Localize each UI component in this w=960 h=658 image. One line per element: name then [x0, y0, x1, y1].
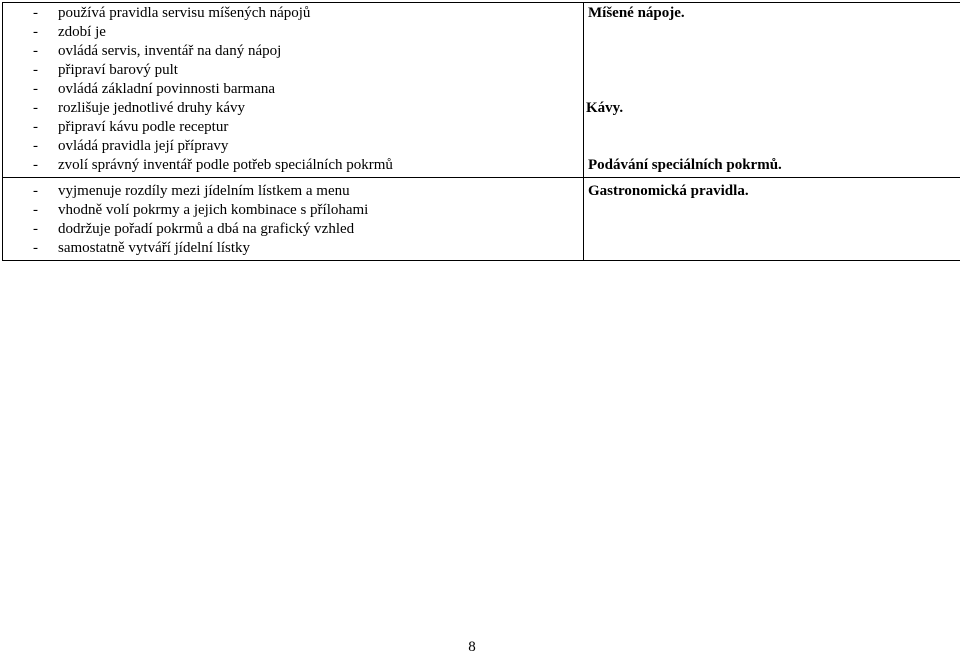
topic-heading: Gastronomická pravidla. [588, 183, 749, 199]
bullet-dash: - [33, 24, 38, 40]
bullet-dash: - [33, 221, 38, 237]
list-item [3, 23, 583, 42]
outcome-text: ovládá základní povinnosti barmana [58, 81, 276, 97]
list-item [3, 182, 583, 201]
curriculum-table [2, 2, 960, 261]
list-item [3, 99, 583, 118]
list-item [3, 156, 583, 175]
bullet-dash: - [33, 43, 38, 59]
bullet-dash: - [33, 100, 38, 116]
outcome-text: ovládá pravidla její přípravy [58, 138, 229, 154]
outcome-text: vhodně volí pokrmy a jejich kombinace s přílohami [58, 202, 369, 218]
bullet-dash: - [33, 183, 38, 199]
list-item [3, 220, 583, 239]
topic-heading: Míšené nápoje. [588, 5, 685, 21]
outcome-text: vyjmenuje rozdíly mezi jídelním lístkem a menu [58, 183, 350, 199]
list-item [3, 239, 583, 258]
outcome-text: ovládá servis, inventář na daný nápoj [58, 43, 282, 59]
bullet-dash: - [33, 119, 38, 135]
bullet-dash: - [33, 5, 38, 21]
list-item [3, 201, 583, 220]
list-item [3, 42, 583, 61]
bullet-dash: - [33, 81, 38, 97]
bullet-dash: - [33, 138, 38, 154]
list-item [3, 61, 583, 80]
outcome-text: připraví barový pult [58, 62, 178, 78]
table-row [3, 178, 960, 261]
table-row [3, 3, 960, 178]
list-item [3, 4, 583, 23]
outcome-text: rozlišuje jednotlivé druhy kávy [58, 100, 246, 116]
topic-cell [584, 3, 960, 178]
outcomes-cell [3, 3, 584, 178]
list-item [3, 137, 583, 156]
page-number: 8 [468, 639, 476, 655]
topic-heading: Podávání speciálních pokrmů. [588, 157, 782, 173]
bullet-dash: - [33, 240, 38, 256]
outcome-text: připraví kávu podle receptur [58, 119, 229, 135]
list-item [3, 80, 583, 99]
bullet-dash: - [33, 62, 38, 78]
topic-cell [584, 178, 960, 261]
outcome-text: zdobí je [58, 24, 106, 40]
topic-heading: Kávy. [586, 100, 624, 116]
outcomes-cell [3, 178, 584, 261]
bullet-dash: - [33, 157, 38, 173]
list-item [3, 118, 583, 137]
bullet-dash: - [33, 202, 38, 218]
outcome-text: zvolí správný inventář podle potřeb speciálních pokrmů [58, 157, 393, 173]
outcome-text: používá pravidla servisu míšených nápojů [58, 5, 311, 21]
outcome-text: samostatně vytváří jídelní lístky [58, 240, 251, 256]
outcome-text: dodržuje pořadí pokrmů a dbá na grafický vzhled [58, 221, 355, 237]
